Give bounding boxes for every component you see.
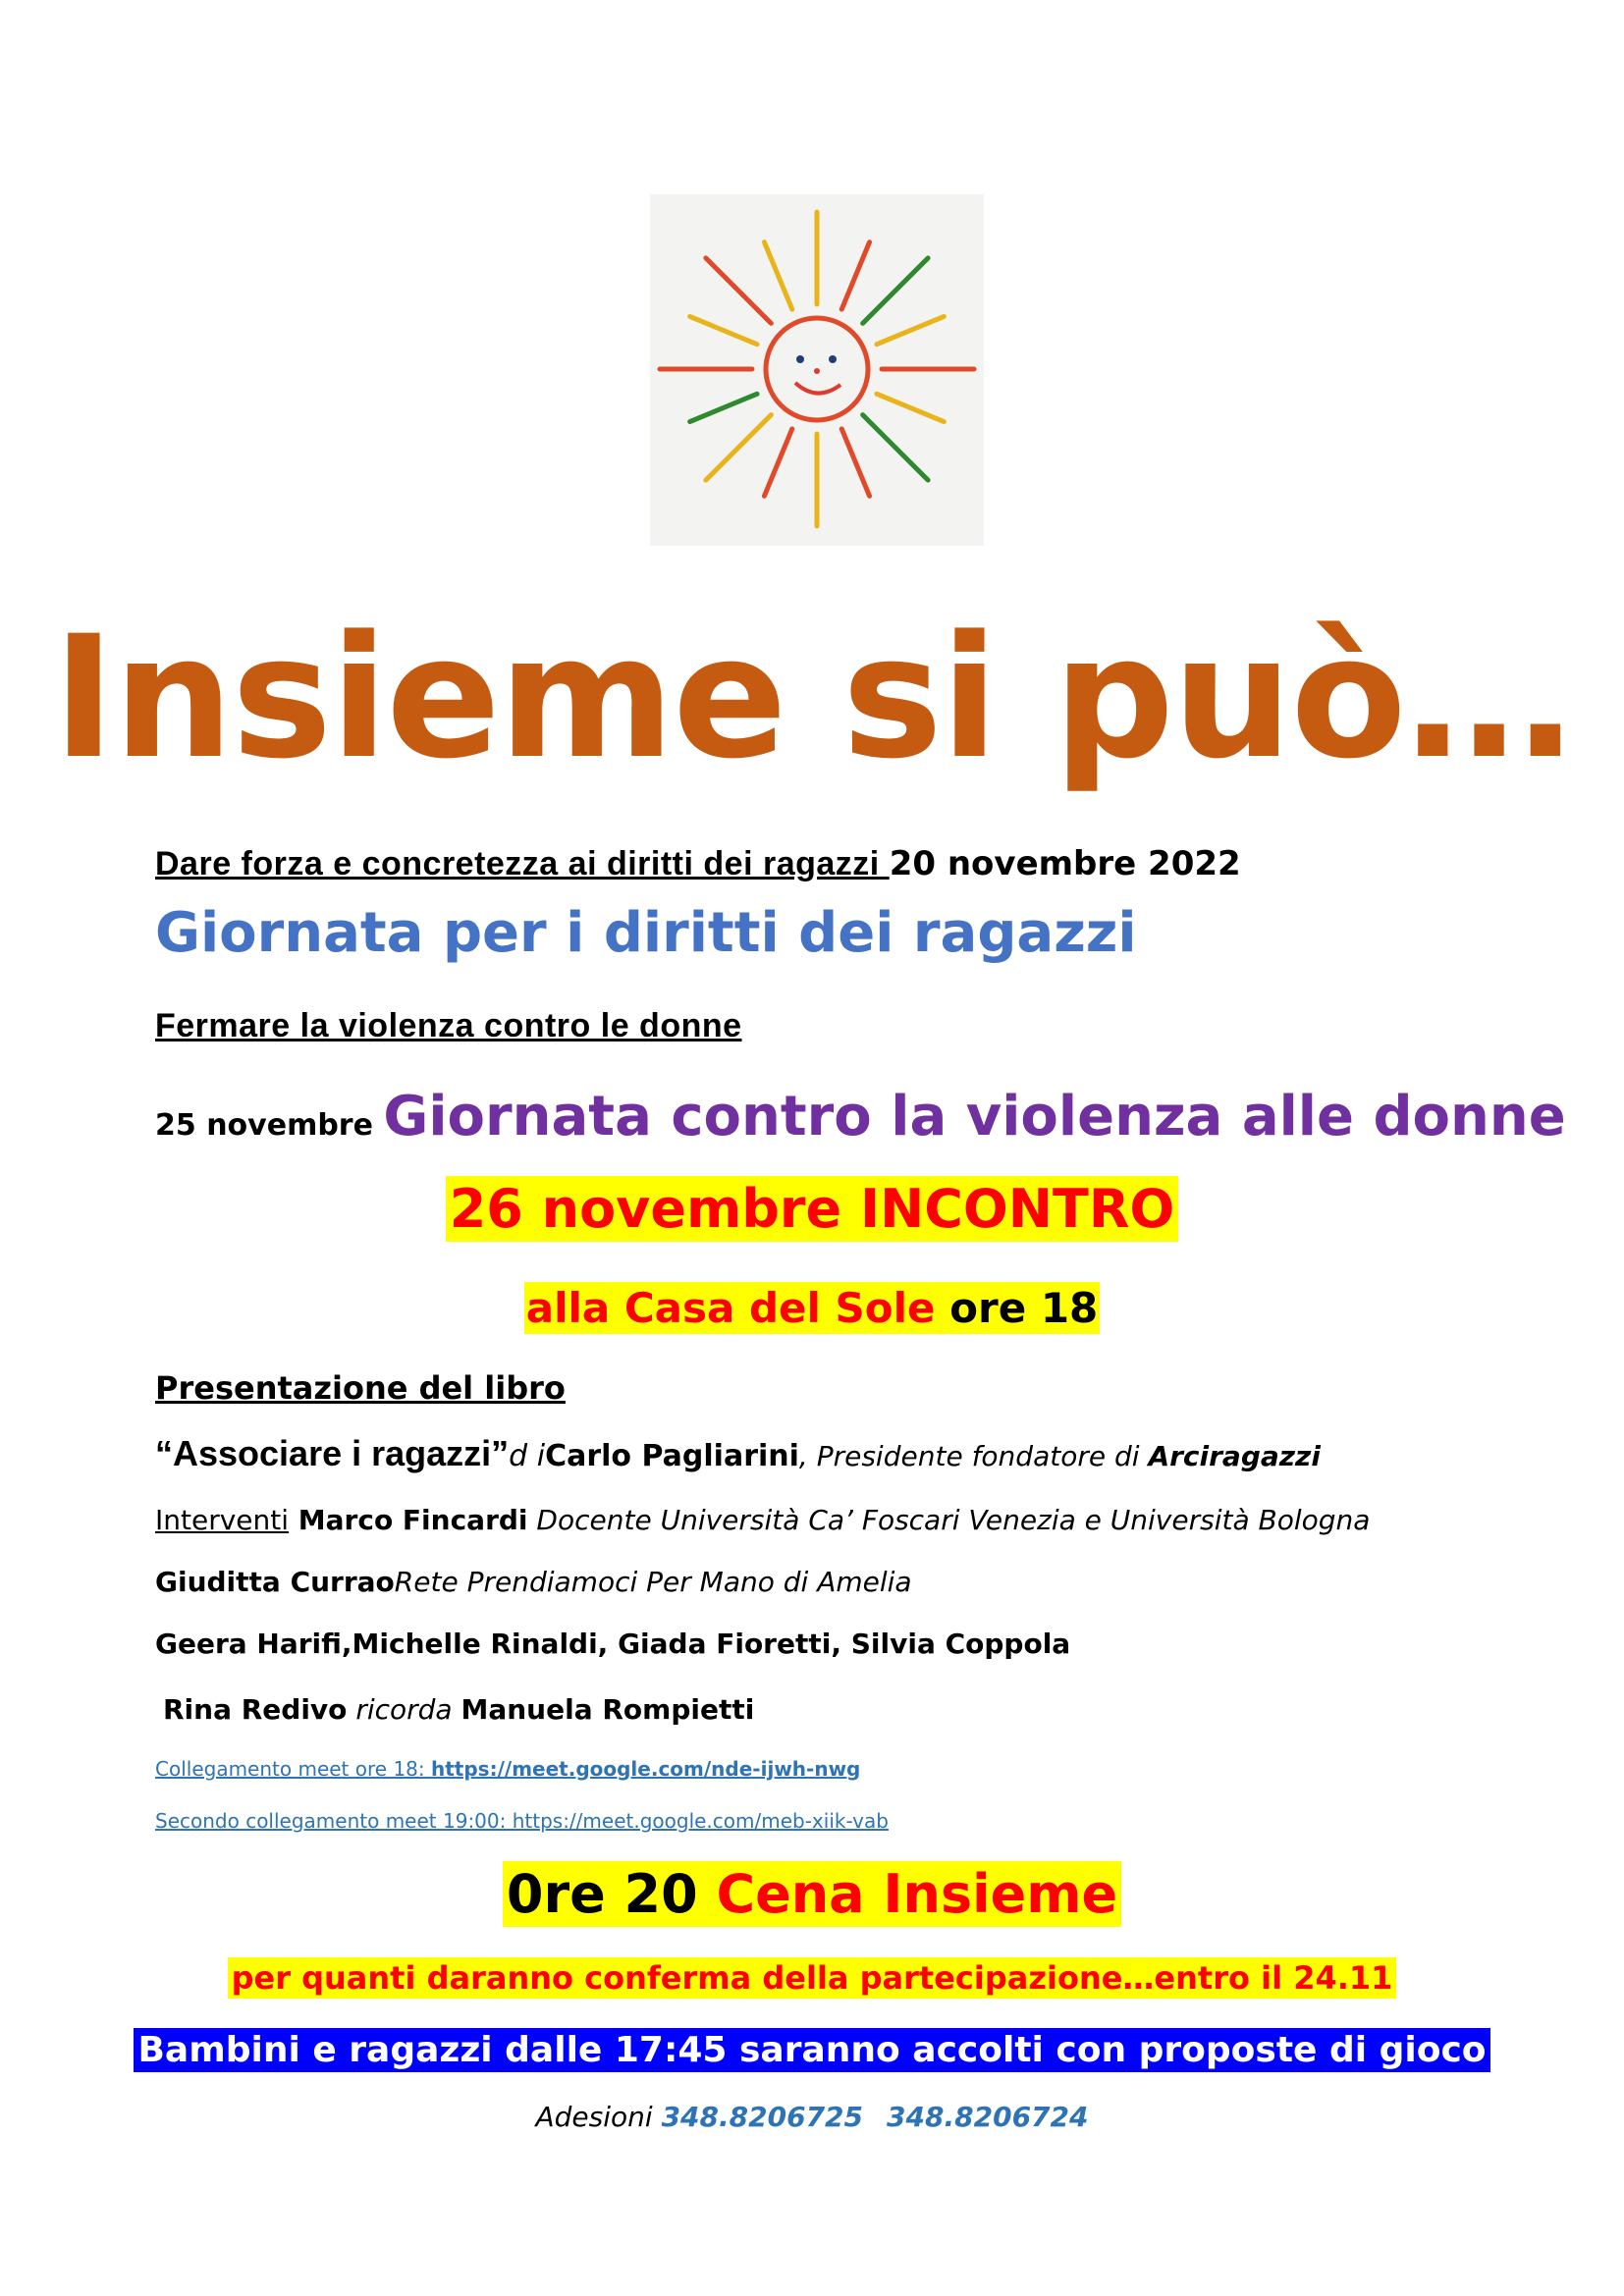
sun-ray bbox=[841, 242, 869, 309]
violence-heading: Giornata contro la violenza alle donne bbox=[383, 1085, 1566, 1148]
sun-logo bbox=[650, 194, 984, 546]
speaker-2-name: Giuditta Currao bbox=[155, 1566, 395, 1598]
sun-ray bbox=[764, 242, 791, 309]
dinner-row bbox=[0, 1863, 1624, 1925]
contact-phone-1: 348.8206725 bbox=[661, 2101, 864, 2133]
speakers-line-1 bbox=[155, 1504, 1370, 1536]
poster-title: Insieme si può… bbox=[52, 599, 1572, 796]
meeting-place: alla Casa del Sole bbox=[525, 1284, 936, 1332]
dinner-note: per quanti daranno conferma della partecipazione…entro il 24.11 bbox=[228, 1957, 1397, 1999]
sun-ray bbox=[877, 394, 944, 421]
dinner-note-row bbox=[0, 1959, 1624, 1997]
sun-drawing-icon bbox=[650, 194, 984, 546]
sun-ray bbox=[690, 394, 757, 421]
speakers-label: Interventi bbox=[155, 1504, 290, 1536]
meet-link-1-url[interactable]: https://meet.google.com/nde-ijwh-nwg bbox=[431, 1757, 861, 1781]
kids-row bbox=[0, 2030, 1624, 2070]
contacts-label: Adesioni bbox=[535, 2101, 662, 2133]
rights-date: 20 novembre 2022 bbox=[889, 844, 1241, 883]
rights-slogan: Dare forza e concretezza ai diritti dei ragazzi bbox=[155, 845, 890, 882]
book-label: Presentazione del libro bbox=[155, 1369, 566, 1407]
book-by: d i bbox=[509, 1439, 546, 1473]
sun-ray bbox=[877, 316, 944, 344]
sun-ray bbox=[863, 415, 928, 480]
sun-ray bbox=[841, 429, 869, 496]
violence-line bbox=[155, 1085, 1566, 1148]
sun-ray bbox=[863, 258, 928, 323]
speaker-4-name: Rina Redivo bbox=[163, 1693, 348, 1726]
meet-link-1-label[interactable]: Collegamento meet ore 18: bbox=[155, 1757, 431, 1781]
meeting-headline: 26 novembre INCONTRO bbox=[446, 1176, 1179, 1242]
contacts-row bbox=[0, 2101, 1624, 2133]
book-org: Arciragazzi bbox=[1148, 1440, 1321, 1472]
kids-note: Bambini e ragazzi dalle 17:45 saranno accolti con proposte di gioco bbox=[134, 2028, 1489, 2072]
contact-phone-2: 348.8206724 bbox=[887, 2101, 1089, 2133]
rights-line bbox=[155, 844, 1241, 883]
sun-ray bbox=[706, 415, 771, 480]
meeting-place-row bbox=[0, 1284, 1624, 1332]
speaker-2-role: Rete Prendiamoci Per Mano di Amelia bbox=[394, 1566, 912, 1598]
book-line bbox=[155, 1433, 1321, 1474]
speakers-line-2 bbox=[155, 1566, 912, 1598]
sun-ray bbox=[690, 316, 757, 344]
speaker-1-role: Docente Università Ca’ Foscari Venezia e Università Bologna bbox=[527, 1504, 1371, 1536]
violence-slogan: Fermare la violenza contro le donne bbox=[155, 1007, 742, 1044]
book-author: Carlo Pagliarini bbox=[545, 1439, 799, 1473]
meet-link-2[interactable]: Secondo collegamento meet 19:00: https://meet.google.com/meb-xiik-vab bbox=[155, 1809, 889, 1833]
speakers-line-4 bbox=[163, 1693, 754, 1726]
book-role: , Presidente fondatore di bbox=[798, 1440, 1149, 1472]
sun-ray bbox=[706, 258, 771, 323]
rights-heading: Giornata per i diritti dei ragazzi bbox=[155, 901, 1137, 965]
meeting-headline-row bbox=[0, 1178, 1624, 1240]
speaker-4-subject: Manuela Rompietti bbox=[460, 1693, 755, 1726]
violence-date: 25 novembre bbox=[155, 1108, 384, 1143]
book-title: “Associare i ragazzi” bbox=[155, 1433, 510, 1473]
meeting-time: ore 18 bbox=[935, 1284, 1099, 1332]
speaker-4-verb: ricorda bbox=[347, 1693, 461, 1726]
speaker-1-name: Marco Fincardi bbox=[289, 1504, 528, 1536]
dinner-time: 0re 20 bbox=[506, 1863, 717, 1925]
meet-link-1[interactable] bbox=[155, 1757, 860, 1781]
sun-ray bbox=[764, 429, 791, 496]
speakers-line-3: Geera Harifi,Michelle Rinaldi, Giada Fioretti, Silvia Coppola bbox=[155, 1628, 1071, 1660]
dinner-label: Cena Insieme bbox=[716, 1863, 1118, 1925]
